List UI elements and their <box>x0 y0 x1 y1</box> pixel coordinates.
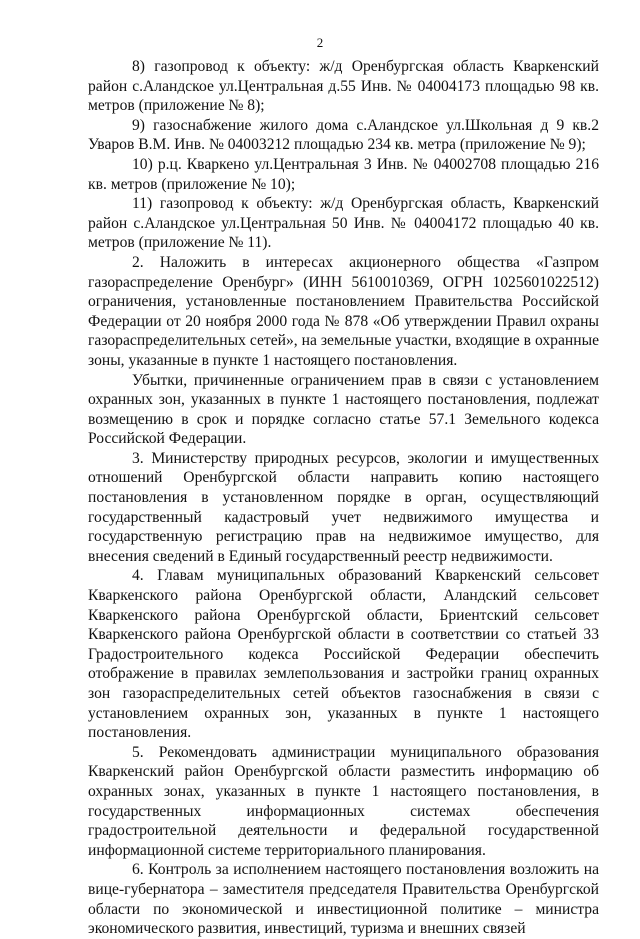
paragraph-5-recommend: 5. Рекомендовать администрации муниципального образования Кваркенский район Оренбургской области разместить информацию об охранных зонах, указанных в пункте 1 настоящего постановления, в государственных информационных системах обеспечения градостроительной деятельности и федеральной государственной информационной системе территориального планирования. <box>88 743 599 859</box>
paragraph-item-9: 9) газоснабжение жилого дома с.Аландское ул.Школьная д 9 кв.2 Уваров В.М. Инв. № 04003212 площадью 234 кв. метра (приложение № 9); <box>88 116 599 154</box>
document-body <box>88 57 599 939</box>
paragraph-4-municipal-heads: 4. Главам муниципальных образований Кваркенский сельсовет Кваркенского района Оренбургской области, Аландский сельсовет Кваркенского района Оренбургской области, Бриентский сельсовет Кваркенского района Оренбургской области в соответствии со статьей 33 Градостроительного кодекса Российской Федерации обеспечить отображение в правилах землепользования и застройки границ охранных зон газораспределительных сетей объектов газоснабжения в связи с установлением охранных зон, указанных в пункте 1 настоящего постановления. <box>88 567 599 742</box>
paragraph-item-8: 8) газопровод к объекту: ж/д Оренбургская область Кваркенский район с.Аландское ул.Центральная д.55 Инв. № 04004173 площадью 98 кв. метров (приложение № 8); <box>88 58 599 115</box>
paragraph-item-10: 10) р.ц. Кваркено ул.Центральная 3 Инв. № 04002708 площадью 216 кв. метров (приложение № 10); <box>88 155 599 193</box>
paragraph-item-11: 11) газопровод к объекту: ж/д Оренбургская область, Кваркенский район с.Аландское ул.Центральная 50 Инв. № 04004172 площадью 40 кв. метров (приложение № 11). <box>88 195 599 252</box>
paragraph-3-ministry: 3. Министерству природных ресурсов, экологии и имущественных отношений Оренбургской области направить копию настоящего постановления в установленном порядке в орган, осуществляющий государственный кадастровый учет недвижимого имущества и государственную регистрацию прав на недвижимое имущество, для внесения сведений в Единый государственный реестр недвижимости. <box>88 449 599 565</box>
page-number: 2 <box>316 35 324 50</box>
paragraph-6-control: 6. Контроль за исполнением настоящего постановления возложить на вице-губернатора – заместителя председателя Правительства Оренбургской области по экономической и инвестиционной политике – министра экономического развития, инвестиций, туризма и внешних связей <box>88 861 599 938</box>
paragraph-2-restrictions: 2. Наложить в интересах акционерного общества «Газпром газораспределение Оренбург» (ИНН 5610010369, ОГРН 1025601022512) ограничения, установленные постановлением Правительства Российской Федерации от 20 ноября 2000 года № 878 «Об утверждении Правил охраны газораспределительных сетей», на земельные участки, входящие в охранные зоны, указанные в пункте 1 настоящего постановления. <box>88 253 599 369</box>
paragraph-damages: Убытки, причиненные ограничением прав в связи с установлением охранных зон, указанных в пункте 1 настоящего постановления, подлежат возмещению в срок и порядке согласно статье 57.1 Земельного кодекса Российской Федерации. <box>88 371 599 448</box>
